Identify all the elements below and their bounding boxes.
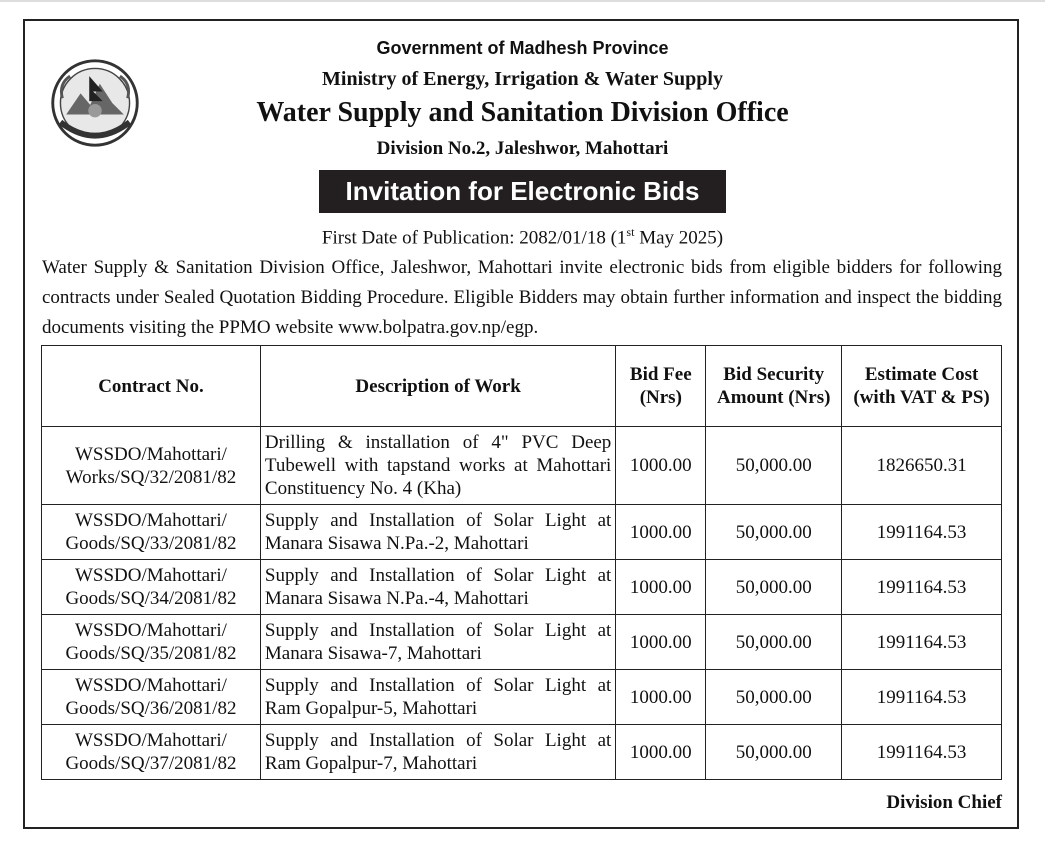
bid-security-cell: 50,000.00: [706, 615, 842, 670]
intro-paragraph: Water Supply & Sanitation Division Office, Jaleshwor, Mahottari invite electronic bids from eligible bidders for following contracts under Sealed Quotation Bidding Procedure. Eligible Bidders may obtain further information and inspect the bidding documents visiting the PPMO website www.bolpatra.gov.np/egp.: [42, 257, 1002, 338]
header-estimate-cost: Estimate Cost (with VAT & PS): [842, 346, 1002, 427]
bid-security-cell: 50,000.00: [706, 427, 842, 505]
bid-security-cell: 50,000.00: [706, 670, 842, 725]
contract-no-cell: WSSDO/Mahottari/ Works/SQ/32/2081/82: [42, 427, 261, 505]
header-bid-security: Bid Security Amount (Nrs): [706, 346, 842, 427]
header-bid-fee: Bid Fee (Nrs): [616, 346, 706, 427]
contract-no-cell: WSSDO/Mahottari/ Goods/SQ/36/2081/82: [42, 670, 261, 725]
bid-fee-cell: 1000.00: [616, 505, 706, 560]
description-cell: Drilling & installation of 4" PVC Deep Tubewell with tapstand works at Mahottari Constituency No. 4 (Kha): [260, 427, 615, 505]
office-title: Water Supply and Sanitation Division Office: [256, 97, 789, 128]
estimate-cost-cell: 1991164.53: [842, 615, 1002, 670]
contract-no-cell: WSSDO/Mahottari/ Goods/SQ/34/2081/82: [42, 560, 261, 615]
ministry-title: Ministry of Energy, Irrigation & Water Supply: [322, 68, 723, 90]
estimate-cost-cell: 1991164.53: [842, 670, 1002, 725]
estimate-cost-cell: 1991164.53: [842, 725, 1002, 780]
description-cell: Supply and Installation of Solar Light at Ram Gopalpur-7, Mahottari: [260, 725, 615, 780]
bid-fee-cell: 1000.00: [616, 427, 706, 505]
contracts-table: [41, 345, 1002, 780]
header-contract-no: Contract No.: [42, 346, 261, 427]
table-row: [42, 560, 1002, 615]
bid-fee-cell: 1000.00: [616, 670, 706, 725]
signoff: Division Chief: [886, 792, 1002, 813]
bid-security-cell: 50,000.00: [706, 725, 842, 780]
bid-security-cell: 50,000.00: [706, 560, 842, 615]
description-cell: Supply and Installation of Solar Light at Manara Sisawa N.Pa.-2, Mahottari: [260, 505, 615, 560]
notice-banner: Invitation for Electronic Bids: [319, 170, 726, 213]
bid-fee-cell: 1000.00: [616, 725, 706, 780]
table-header-row: [42, 346, 1002, 427]
contract-no-cell: WSSDO/Mahottari/ Goods/SQ/35/2081/82: [42, 615, 261, 670]
table-row: [42, 427, 1002, 505]
estimate-cost-cell: 1991164.53: [842, 505, 1002, 560]
bid-security-cell: 50,000.00: [706, 505, 842, 560]
estimate-cost-cell: 1826650.31: [842, 427, 1002, 505]
contract-no-cell: WSSDO/Mahottari/ Goods/SQ/37/2081/82: [42, 725, 261, 780]
table-row: [42, 615, 1002, 670]
top-rule: [0, 0, 1045, 2]
bid-fee-cell: 1000.00: [616, 560, 706, 615]
contract-no-cell: WSSDO/Mahottari/ Goods/SQ/33/2081/82: [42, 505, 261, 560]
publication-date-suffix: May 2025): [634, 227, 724, 249]
description-cell: Supply and Installation of Solar Light at Manara Sisawa N.Pa.-4, Mahottari: [260, 560, 615, 615]
division-title: Division No.2, Jaleshwor, Mahottari: [376, 138, 669, 159]
publication-date-sup: st: [626, 225, 635, 239]
bid-fee-cell: 1000.00: [616, 615, 706, 670]
table-row: [42, 670, 1002, 725]
header-description: Description of Work: [260, 346, 615, 427]
table-row: [42, 505, 1002, 560]
description-cell: Supply and Installation of Solar Light at Ram Gopalpur-5, Mahottari: [260, 670, 615, 725]
description-cell: Supply and Installation of Solar Light at Manara Sisawa-7, Mahottari: [260, 615, 615, 670]
government-title: Government of Madhesh Province: [376, 38, 669, 58]
table-row: [42, 725, 1002, 780]
publication-date-label: First Date of Publication: 2082/01/18 (1: [321, 227, 627, 249]
publication-date: [0, 225, 1045, 249]
estimate-cost-cell: 1991164.53: [842, 560, 1002, 615]
